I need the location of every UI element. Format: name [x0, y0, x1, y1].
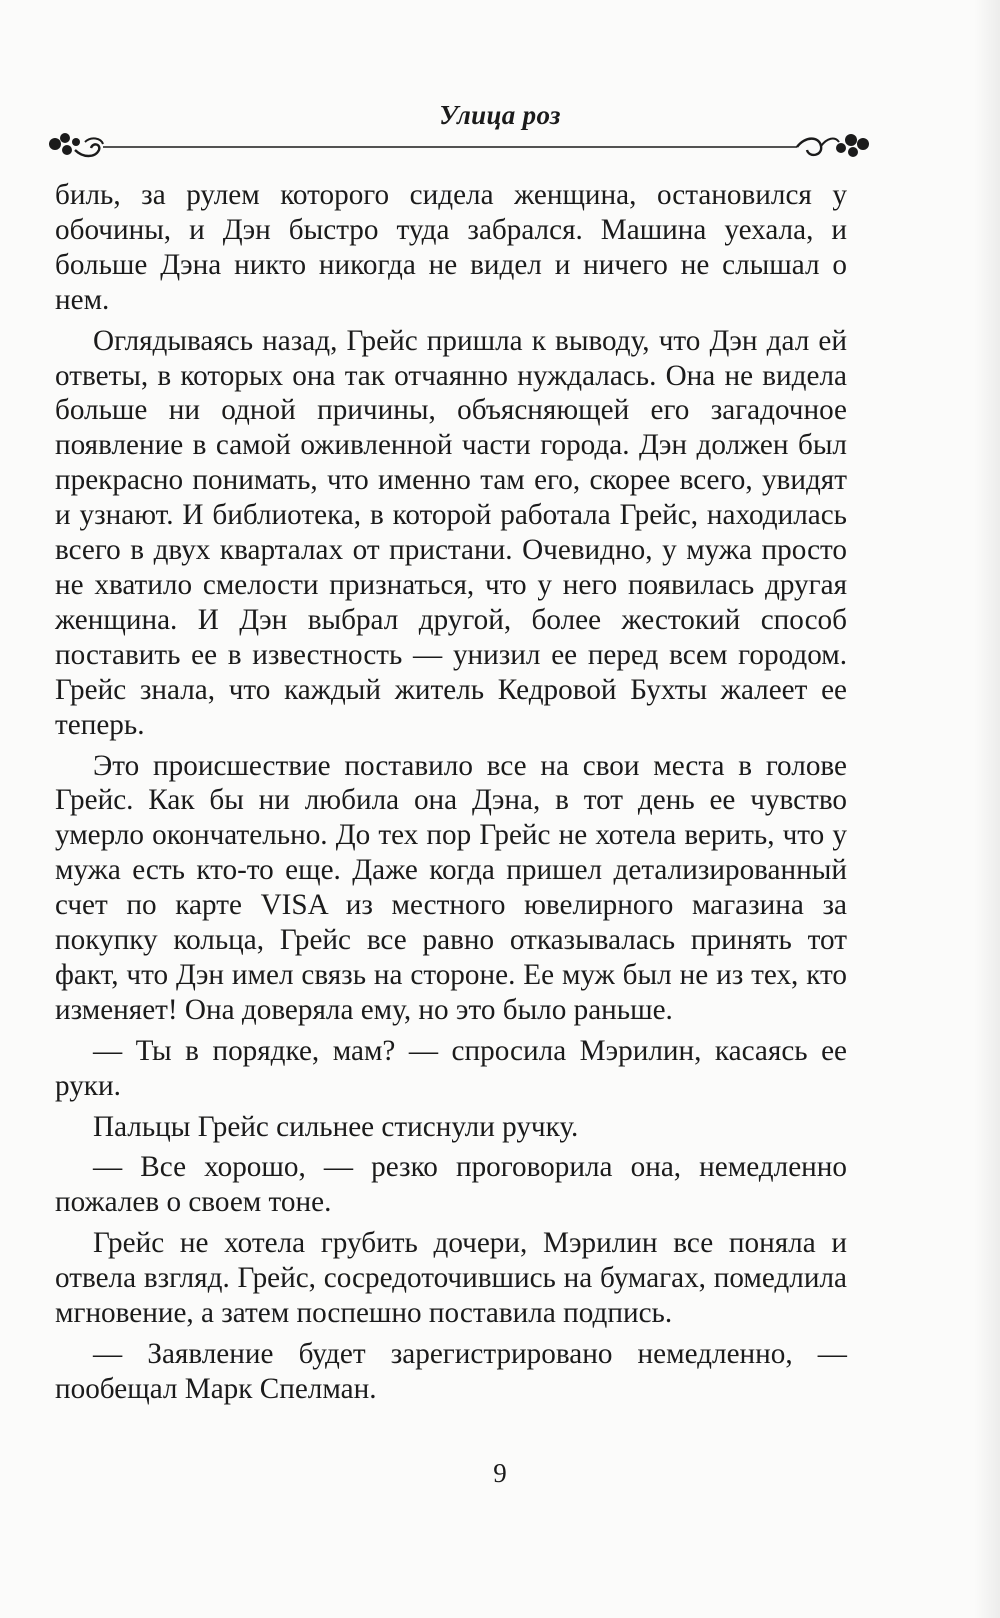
dialogue-line: — Заявление будет зарегистрировано немедленно, — пообещал Марк Спелман. [55, 1338, 847, 1405]
paragraph: Это происшествие поставило все на свои места в голове Грейс. Как бы ни любила она Дэна, в тот день ее чувство умерло окончательно. До тех пор Грейс не хотела верить, что у мужа есть кто-то еще. Даже когда пришел детализированный счет по карте VISA из местного ювелирного магазина за покупку кольца, Грейс все равно отказывалась принять тот факт, что Дэн имел связь на стороне. Ее муж был не из тех, кто изменяет! Она доверяла ему, но это было раньше. [55, 749, 847, 1026]
page-number: 9 [493, 1458, 507, 1488]
page-edge-shadow [974, 0, 1000, 1618]
dialogue-line: — Все хорошо, — резко проговорила она, немедленно пожалев о своем тоне. [55, 1151, 847, 1219]
running-head: Улица роз [439, 100, 561, 130]
floral-flourish-right-icon [797, 134, 869, 157]
dialogue-line: — Ты в порядке, мам? — спросила Мэрилин, касаясь ее руки. [55, 1034, 847, 1102]
paragraph: Пальцы Грейс сильнее стиснули ручку. [93, 1110, 579, 1143]
paragraph: Оглядываясь назад, Грейс пришла к выводу, что Дэн дал ей ответы, в которых она так отчаянно нуждалась. Она не видела больше ни одной причины, объясняющей его загадочное появление в самой оживленной части города. Дэн должен был прекрасно понимать, что именно там его, скорее всего, увидят и узнают. И библиотека, в которой работала Грейс, находилась всего в двух кварталах от пристани. Очевидно, у мужа просто не хватило смелости признаться, что у него появилась другая женщина. И Дэн выбрал другой, более жестокий способ поставить ее в известность — унизил ее перед всем городом. Грейс знала, что каждый житель Кедровой Бухты жалеет ее теперь. [55, 324, 847, 741]
body-text [55, 178, 847, 1407]
floral-flourish-left-icon [49, 133, 103, 156]
header-rule [45, 128, 875, 164]
paragraph: Грейс не хотела грубить дочери, Мэрилин все поняла и отвела взгляд. Грейс, сосредоточившись на бумагах, помедлила мгновение, а затем поспешно поставила подпись. [55, 1227, 847, 1330]
paragraph: биль, за рулем которого сидела женщина, остановился у обочины, и Дэн быстро туда забрался. Машина уехала, и больше Дэна никто никогда не видел и ничего не слышал о нем. [55, 179, 847, 316]
